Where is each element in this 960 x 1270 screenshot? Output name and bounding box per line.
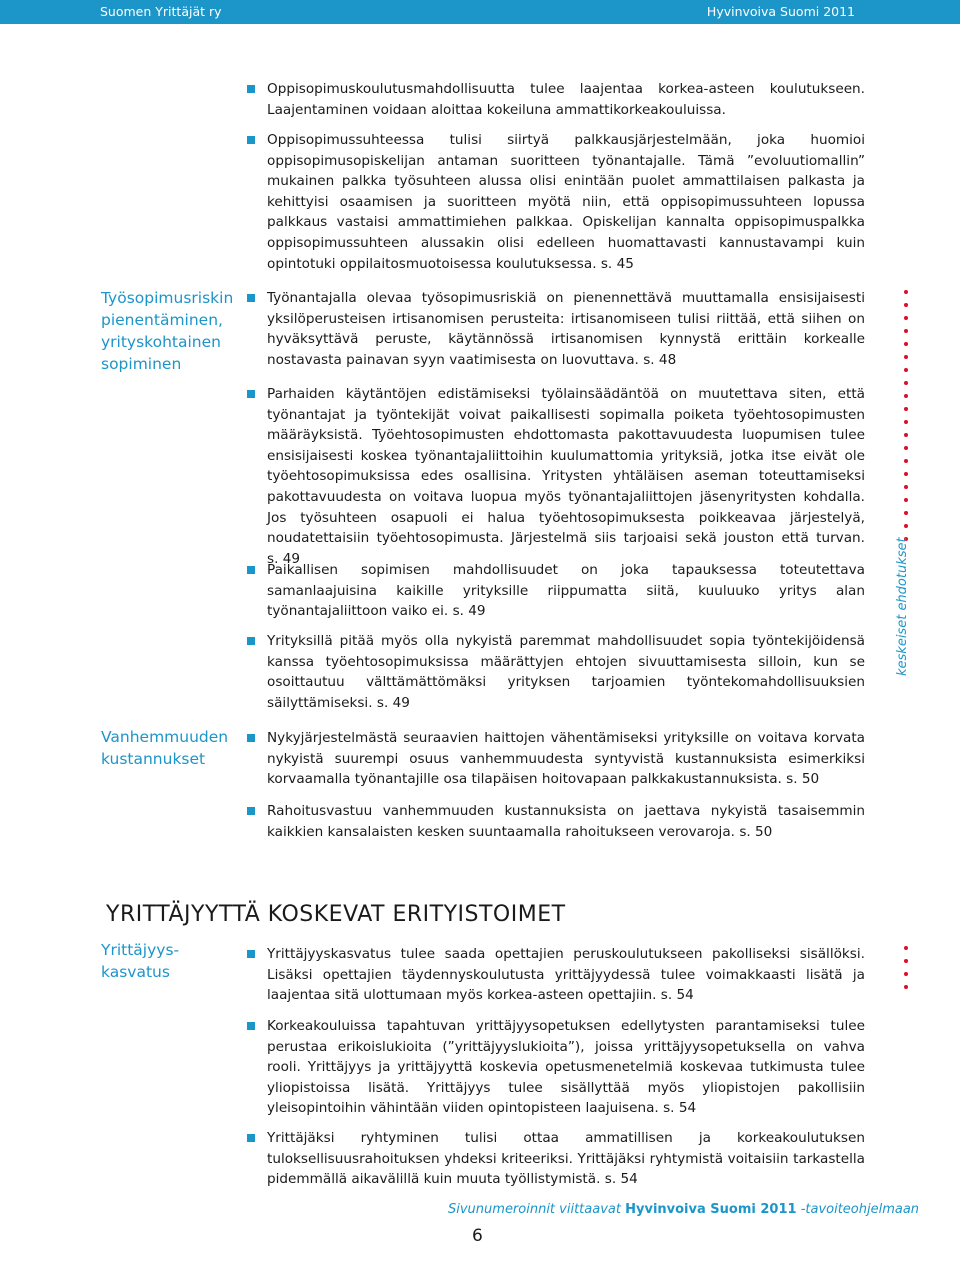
square-bullet-icon xyxy=(247,950,255,958)
page-reference: s. 54 xyxy=(660,987,694,1004)
footer-program: Hyvinvoiva Suomi 2011 xyxy=(625,1202,797,1217)
bullet-item xyxy=(247,560,865,622)
red-dot-icon xyxy=(904,485,908,489)
bullet-text: Paikallisen sopimisen mahdollisuudet on joka tapauksessa toteutettava samanlaajuisina kaikille yrityksille riippumatta siitä, kuuluuko yritys alan työnantajaliittoon vaiko ei. xyxy=(267,562,865,620)
red-dot-icon xyxy=(904,433,908,437)
page-reference: s. 50 xyxy=(786,771,820,788)
vertical-side-label: keskeiset ehdotukset xyxy=(895,537,910,676)
red-dot-icon xyxy=(904,459,908,463)
red-dot-icon xyxy=(904,303,908,307)
square-bullet-icon xyxy=(247,390,255,398)
side-heading-yrittajyyskasvatus: Yrittäjyys- kasvatus xyxy=(101,941,180,981)
page-reference: s. 49 xyxy=(452,603,486,620)
page-reference: s. 48 xyxy=(643,351,677,368)
red-dot-icon xyxy=(904,420,908,424)
square-bullet-icon xyxy=(247,637,255,645)
square-bullet-icon xyxy=(247,85,255,93)
red-dot-icon xyxy=(904,355,908,359)
red-dot-icon xyxy=(904,472,908,476)
square-bullet-icon xyxy=(247,136,255,144)
bullet-text: Korkeakouluissa tapahtuvan yrittäjyysopetuksen edellytysten parantamiseksi tulee perustaa erikoislukioita (”yrittäjyyslukioita”), joissa yrittäjyysopetuksella on vahva rooli. Yrittäjyys ja yrittäjyyttä koskevia opetusmenetelmiä koskevaa tutkimusta tulee yliopistoissa lisätä. Yrittäjyys tulee sisällyttää myös yliopistojen pakollisiin yleisopintoihin vähintään viiden opintopisteen laajuisena. xyxy=(267,1018,865,1117)
red-dot-icon xyxy=(904,394,908,398)
red-dot-icon xyxy=(904,498,908,502)
red-dot-icon xyxy=(904,524,908,528)
bullet-text: Parhaiden käytäntöjen edistämiseksi työlainsäädäntöä on muutettava siten, että työnantajat ja työntekijät voivat paikallisesti sopimalla poiketa työehtosopimusten määräyksistä. Työehtosopimusten ehdottomasta pakottavuudesta luopumisen tulee ensisijaisesti koskea työnantajaliittoihin kuulumattomia yrityksiä, jotka itse eivät ole työehtosopimuksissa edes osallisina. Yritysten yhtäläisen aseman toteuttamiseksi pakottavuudesta on voitava luopua myös työnantajaliittojen jäsenyritysten kohdalla. Jos työsuhteen osapuoli ei halua työehtosopimuksesta poikkeavaa järjestelyä, noudatettaisiin työehtosopimusta. Järjestelmä siis tarjoaisi sekä jouston että turvan. xyxy=(267,386,865,547)
header-publication: Hyvinvoiva Suomi 2011 xyxy=(706,4,855,19)
page-header xyxy=(0,0,960,24)
footer-prefix: Sivunumeroinnit viittaavat xyxy=(448,1202,621,1217)
bullet-item xyxy=(247,1016,865,1119)
bullet-item xyxy=(247,130,865,274)
header-organization: Suomen Yrittäjät ry xyxy=(100,4,222,19)
bullet-text: Yrittäjyyskasvatus tulee saada opettajien peruskoulutukseen pakolliseksi sisällöksi. Lisäksi opettajien täydennyskoulutusta yrittäjyydessä tulee voimakkaasti lisätä ja laajentaa sitä ulottumaan myös korkea-asteen opettajiin. xyxy=(267,946,865,1004)
red-dot-icon xyxy=(904,972,908,976)
square-bullet-icon xyxy=(247,566,255,574)
red-dot-icon xyxy=(904,316,908,320)
footer-suffix: -tavoiteohjelmaan xyxy=(800,1202,920,1217)
bullet-item xyxy=(247,1128,865,1190)
bullet-item xyxy=(247,384,865,569)
red-dot-column xyxy=(901,290,911,541)
page-reference: s. 54 xyxy=(663,1100,697,1117)
red-dot-icon xyxy=(904,290,908,294)
bullet-text: Työnantajalla olevaa työsopimusriskiä on pienennettävä muuttamalla ensisijaisesti yksilöperusteisen irtisanomisen perusteita: irtisanomiseen tulisi riittää, että siihen on hyväksyttävä peruste, käytännössä irtisanomisen kynnystä erittäin korkealle nostavasta painavan syyn vaatimisesta on luovuttava. xyxy=(267,290,865,368)
square-bullet-icon xyxy=(247,734,255,742)
red-dot-icon xyxy=(904,329,908,333)
square-bullet-icon xyxy=(247,1022,255,1030)
page-reference: s. 50 xyxy=(739,823,773,840)
side-heading-vanhemmuus: Vanhemmuuden kustannukset xyxy=(101,728,229,768)
red-dot-icon xyxy=(904,342,908,346)
bullet-text: Oppisopimuskoulutusmahdollisuutta tulee laajentaa korkea-asteen koulutukseen. Laajentaminen voidaan aloittaa kokeiluna ammattikorkeakouluissa. xyxy=(267,81,865,118)
red-dot-icon xyxy=(904,407,908,411)
page-reference: s. 54 xyxy=(604,1171,638,1188)
bullet-item xyxy=(247,631,865,713)
page-reference: s. 45 xyxy=(600,255,634,272)
square-bullet-icon xyxy=(247,294,255,302)
square-bullet-icon xyxy=(247,1134,255,1142)
side-heading-tyosopimusriski: Työsopimusriskin pienentäminen, yrityskohtainen sopiminen xyxy=(101,289,234,373)
bullet-text: Yrittäjäksi ryhtyminen tulisi ottaa ammatillisen ja korkeakoulutuksen tuloksellisuusrahoituksen yhdeksi kriteeriksi. Yrittäjäksi ryhtymistä voitaisiin tarkastella pidemmällä aikavälillä kuin muuta työllistymistä. xyxy=(267,1130,865,1188)
red-dot-icon xyxy=(904,381,908,385)
red-dot-column xyxy=(901,946,911,989)
square-bullet-icon xyxy=(247,807,255,815)
bullet-text: Oppisopimussuhteessa tulisi siirtyä palkkausjärjestelmään, joka huomioi oppisopimusopiskelijan antaman suoritteen työnantajalle. Tämä ”evoluutiomallin” mukainen palkka työsuhteen alussa olisi enintään puolet ammattilaisen palkasta ja kehittyisi osaamisen ja suoritteen myötä niin, että oppisopimussuhteen lopussa palkkaus vastaisi ammattimiehen palkkaa. Opiskelijan kannalta oppisopimuspalkka oppisopimussuhteen alussakin olisi edelleen huomattavasti kannustavampi kuin opintotuki oppilaitosmuotoisessa koulutuksessa. xyxy=(267,132,865,272)
bullet-item xyxy=(247,728,865,790)
bullet-text: Yrityksillä pitää myös olla nykyistä paremmat mahdollisuudet sopia työntekijöidensä kanssa työehtosopimuksissa määrättyjen ehtojen sivuuttamisesta silloin, kun se osoittautuu välttämättömäksi yrityksen tarjoamien työntekomahdollisuuksien säilyttämiseksi. xyxy=(267,633,865,711)
bullet-item xyxy=(247,944,865,1006)
section-title: YRITTÄJYYTTÄ KOSKEVAT ERITYISTOIMET xyxy=(106,902,566,927)
red-dot-icon xyxy=(904,446,908,450)
red-dot-icon xyxy=(904,946,908,950)
bullet-text: Rahoitusvastuu vanhemmuuden kustannuksista on jaettava nykyistä tasaisemmin kaikkien kansalaisten kesken suuntaamalla rahoitukseen verovaroja. xyxy=(267,803,865,840)
red-dot-icon xyxy=(904,985,908,989)
red-dot-icon xyxy=(904,959,908,963)
bullet-item xyxy=(247,801,865,842)
page-reference: s. 49 xyxy=(376,694,410,711)
red-dot-icon xyxy=(904,511,908,515)
bullet-item xyxy=(247,288,865,370)
footer-note xyxy=(448,1202,919,1217)
bullet-text: Nykyjärjestelmästä seuraavien haittojen vähentämiseksi yrityksille on voitava korvata nykyistä suurempi osuus vanhemmuudesta syntyvistä kustannuksista esimerkiksi korvaamalla työnantajille osa tilapäisen hoitovapaan palkkakustannuksista. xyxy=(267,730,865,788)
page-reference: s. 49 xyxy=(267,550,301,567)
page-number: 6 xyxy=(472,1226,483,1246)
red-dot-icon xyxy=(904,368,908,372)
bullet-item xyxy=(247,79,865,120)
